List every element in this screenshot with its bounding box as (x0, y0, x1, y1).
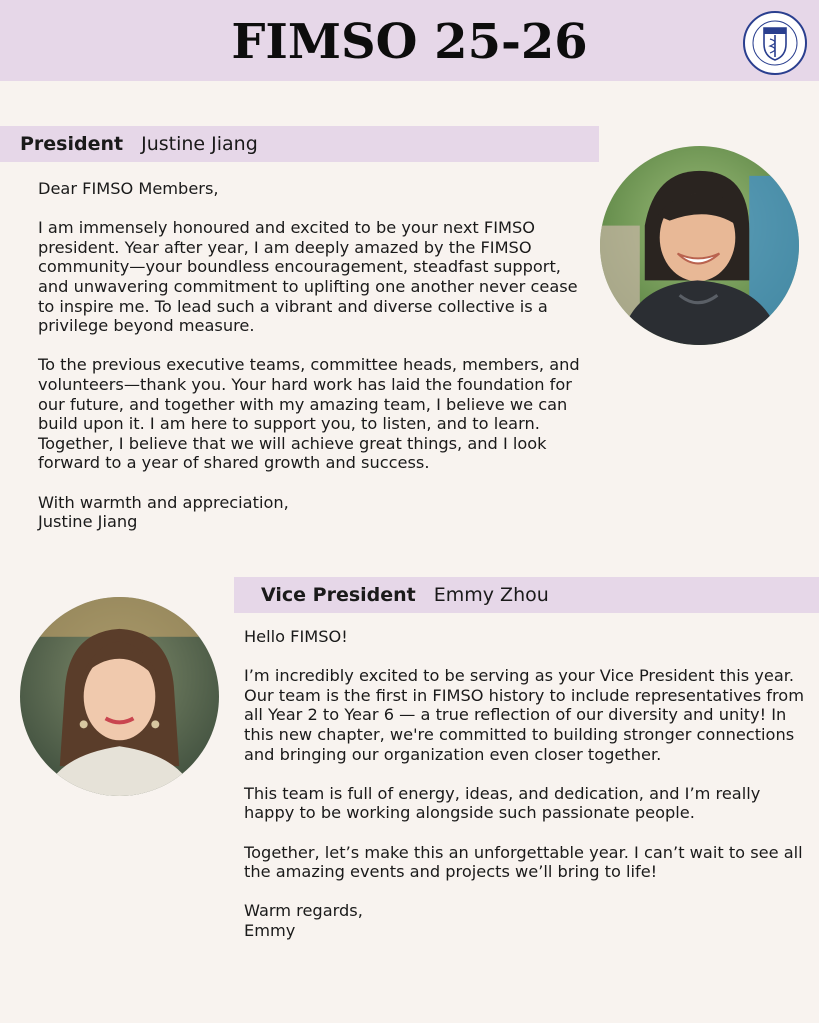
vice-president-paragraph: This team is full of energy, ideas, and dedication, and I’m really happy to be working alongside such passionate people. (244, 783, 761, 823)
vice-president-paragraph: Hello FIMSO! (244, 627, 348, 646)
page-title: FIMSO 25-26 (231, 14, 588, 70)
president-paragraph: To the previous executive teams, committee heads, members, and volunteers—thank you. Your hard work has laid the foundation for our future, and together with my amazing team, I believe we can build upon it. I am here to support you, to listen, and to learn. Together, I believe that we will achieve great things, and I look forward to a year of shared growth and success. (38, 355, 580, 473)
vice-president-name: Emmy Zhou (433, 584, 549, 606)
vice-president-paragraph: Together, let’s make this an unforgettable year. I can’t wait to see all the amazing events and projects we’ll bring to life! (244, 842, 803, 882)
vice-president-letter (244, 627, 804, 941)
president-role-label: President (20, 133, 124, 155)
president-name: Justine Jiang (141, 133, 258, 155)
vice-president-heading (234, 577, 819, 613)
vice-president-paragraph: I’m incredibly excited to be serving as your Vice President this year. Our team is the first in FIMSO history to include representatives from all Year 2 to Year 6 — a true reflection of our diversity and unity! In this new chapter, we're committed to building stronger connections and bringing our organization even closer together. (244, 666, 804, 764)
header-banner (0, 0, 819, 81)
fimso-logo-icon (742, 10, 808, 76)
president-paragraph: I am immensely honoured and excited to be your next FIMSO president. Year after year, I am deeply amazed by the FIMSO community—your boundless encouragement, steadfast support, and unwavering commitment to uplifting one another never cease to inspire me. To lead such a vibrant and diverse collective is a privilege beyond measure. (38, 218, 578, 336)
vice-president-role-label: Vice President (261, 584, 416, 606)
president-heading (0, 126, 599, 162)
president-letter (38, 179, 588, 532)
president-signoff: With warmth and appreciation, Justine Jiang (38, 492, 289, 532)
president-photo (600, 146, 799, 345)
president-paragraph: Dear FIMSO Members, (38, 179, 219, 198)
vice-president-signoff: Warm regards, Emmy (244, 901, 363, 940)
vice-president-photo (20, 597, 219, 796)
